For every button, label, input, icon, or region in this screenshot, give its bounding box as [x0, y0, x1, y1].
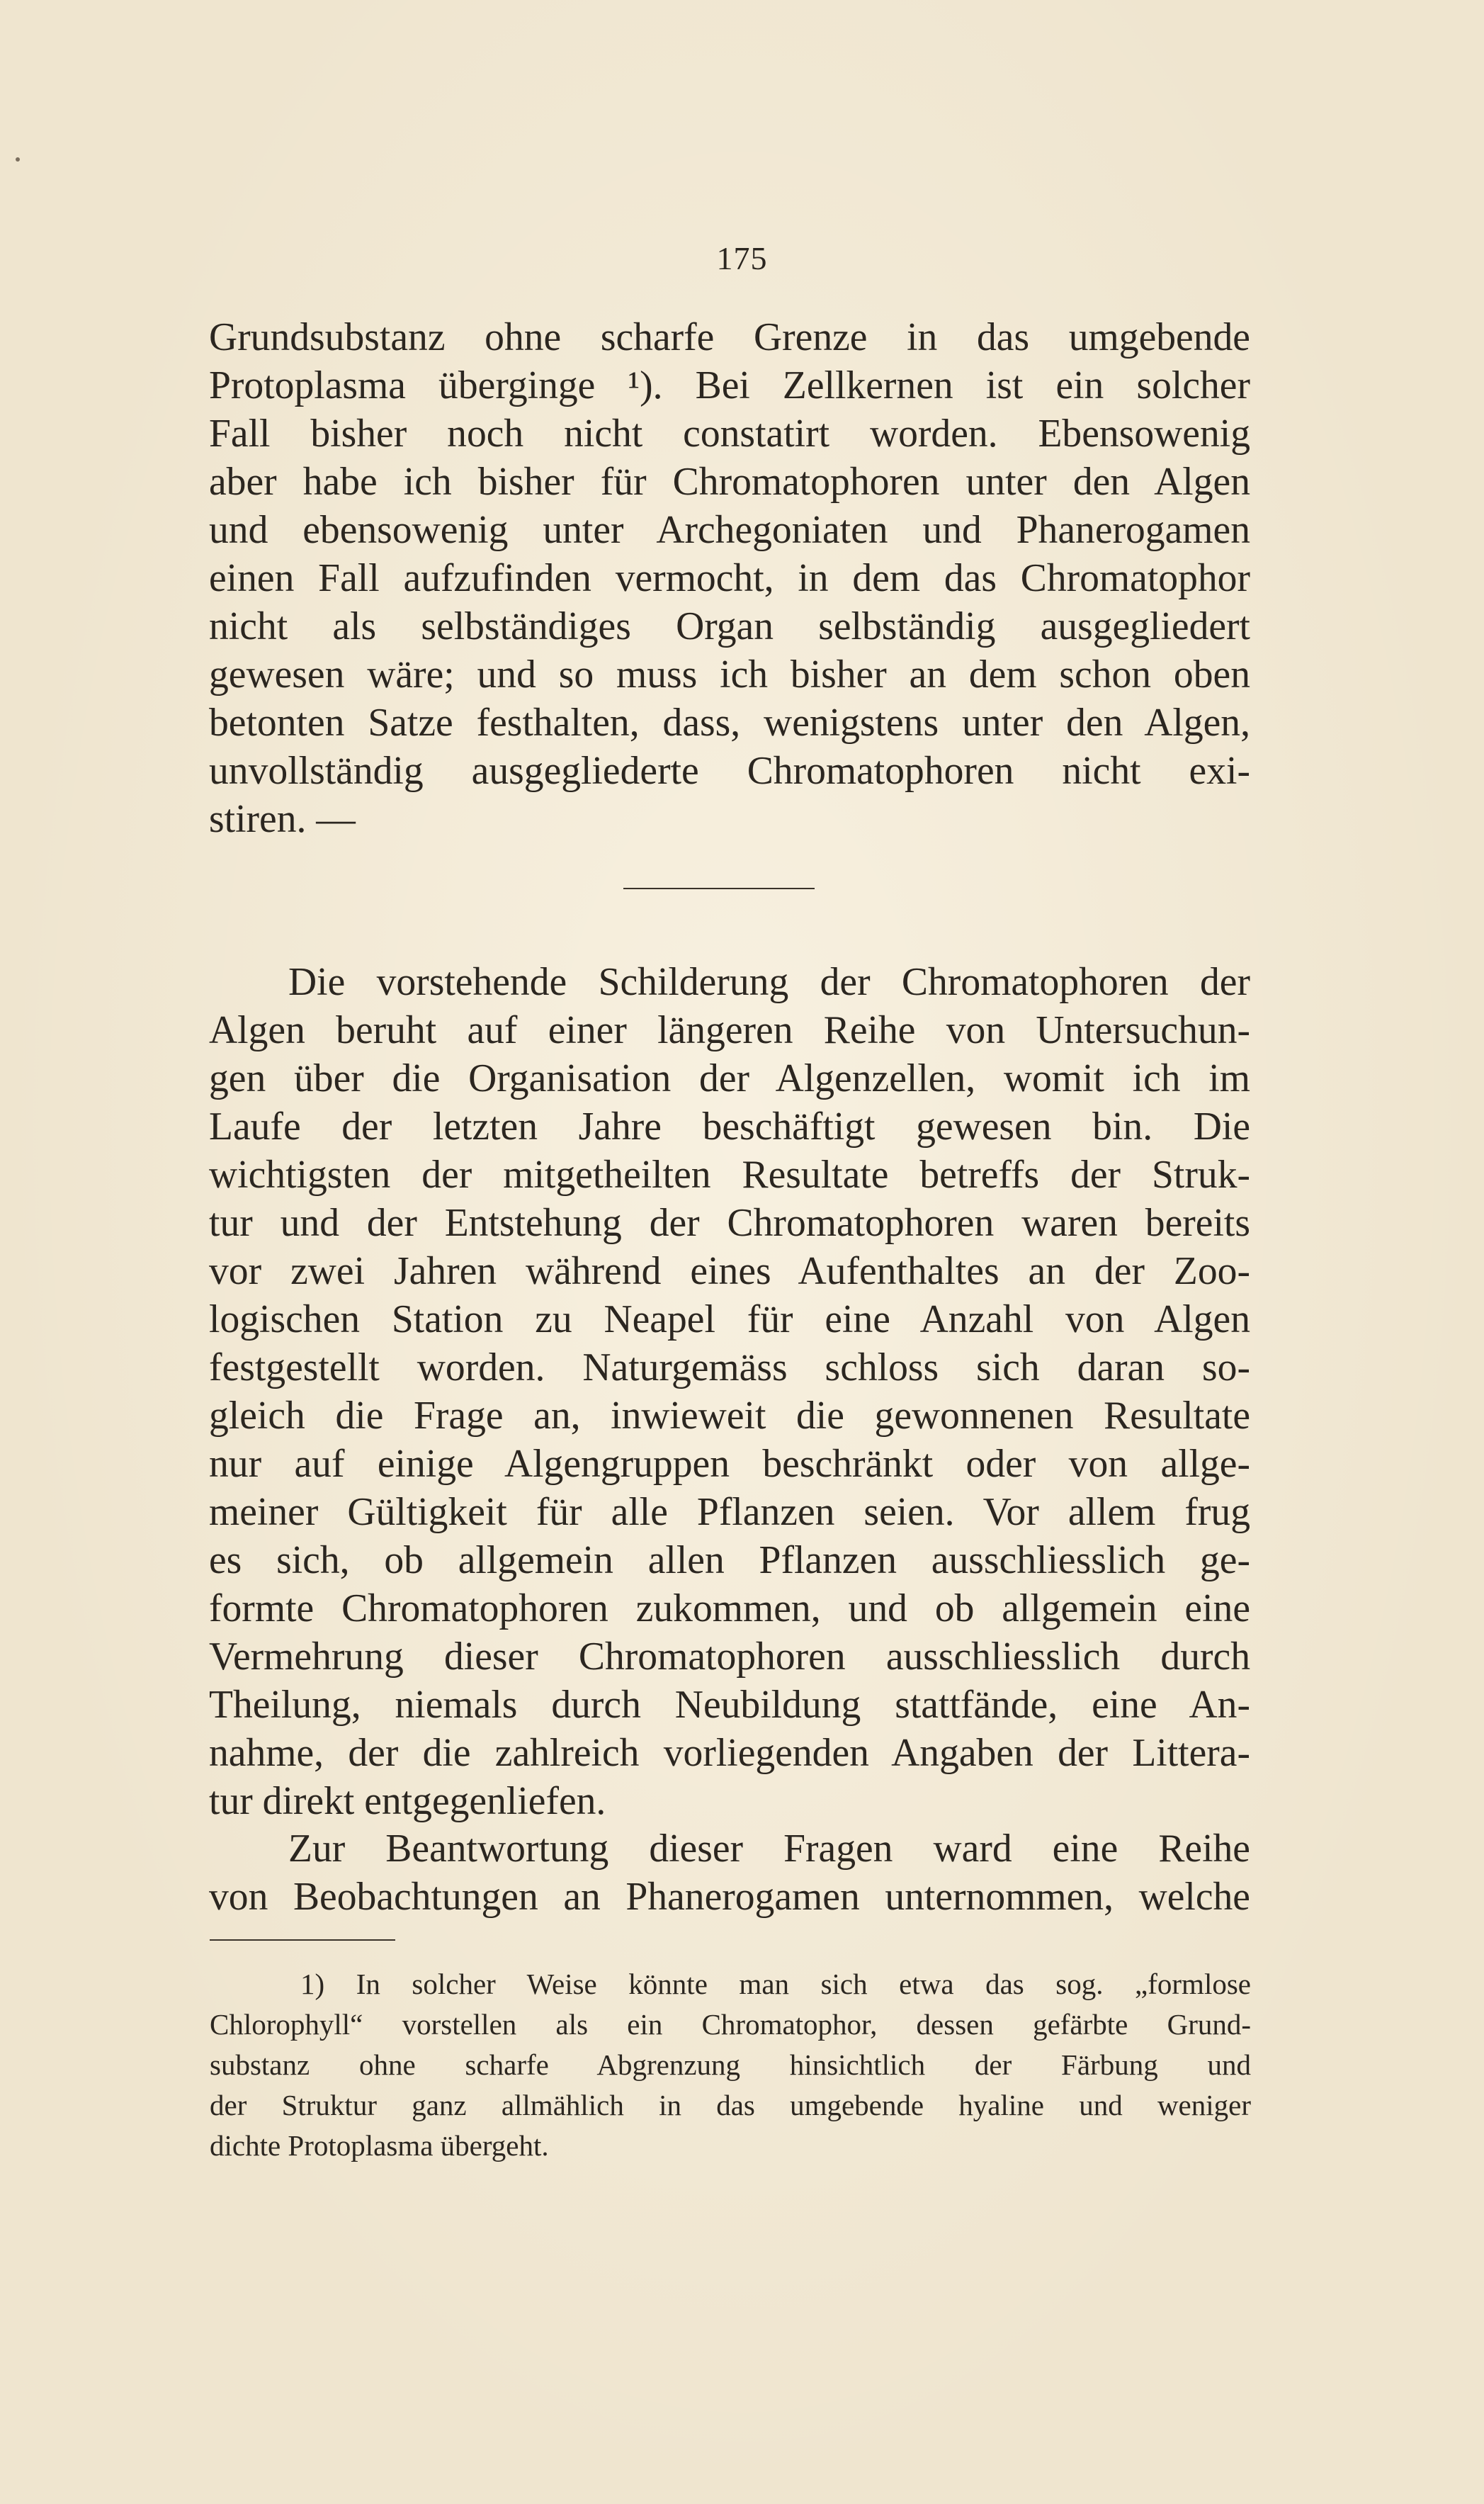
footnote-divider [210, 1939, 395, 1941]
text-line: Algen beruht auf einer längeren Reihe von Untersuchun- [209, 1008, 1250, 1052]
text-line: Laufe der letzten Jahre beschäftigt gewesen bin. Die [209, 1105, 1250, 1149]
text-line: nicht als selbständiges Organ selbständig ausgegliedert [209, 604, 1250, 648]
footnote-line: substanz ohne scharfe Abgrenzung hinsichtlich der Färbung und [210, 2048, 1251, 2081]
text-line: meiner Gültigkeit für alle Pflanzen seien. Vor allem frug [209, 1490, 1250, 1534]
text-line: Grundsubstanz ohne scharfe Grenze in das umgebende [209, 315, 1250, 359]
text-line: nahme, der die zahlreich vorliegenden Angaben der Littera- [209, 1731, 1250, 1775]
text-line: Fall bisher noch nicht constatirt worden. Ebensowenig [209, 412, 1250, 456]
paragraph-next [209, 1825, 1250, 1921]
paragraph-continuation [209, 313, 1250, 843]
text-line: Zur Beantwortung dieser Fragen ward eine Reihe [288, 1827, 1250, 1871]
text-line: vor zwei Jahren während eines Aufenthaltes an der Zoo- [209, 1249, 1250, 1293]
text-line: einen Fall aufzufinden vermocht, in dem das Chromatophor [209, 556, 1250, 600]
text-line: von Beobachtungen an Phanerogamen unternommen, welche [209, 1875, 1250, 1919]
text-line: Die vorstehende Schilderung der Chromatophoren der [288, 960, 1250, 1004]
footnote-line: Chlorophyll“ vorstellen als ein Chromatophor, dessen gefärbte Grund- [210, 2008, 1251, 2041]
text-line: unvollständig ausgegliederte Chromatophoren nicht exi- [209, 749, 1250, 793]
text-line: tur und der Entstehung der Chromatophoren waren bereits [209, 1201, 1250, 1245]
paper-speck [16, 157, 20, 162]
text-line: festgestellt worden. Naturgemäss schloss sich daran so- [209, 1346, 1250, 1389]
text-line: es sich, ob allgemein allen Pflanzen ausschliesslich ge- [209, 1538, 1250, 1582]
text-line: logischen Station zu Neapel für eine Anzahl von Algen [209, 1297, 1250, 1341]
text-line: gleich die Frage an, inwieweit die gewonnenen Resultate [209, 1394, 1250, 1438]
section-divider [623, 888, 815, 889]
page-number: 175 [716, 240, 768, 276]
text-line: und ebensowenig unter Archegoniaten und Phanerogamen [209, 508, 1250, 552]
text-line: formte Chromatophoren zukommen, und ob allgemein eine [209, 1586, 1250, 1630]
text-line: gen über die Organisation der Algenzellen, womit ich im [209, 1056, 1250, 1100]
footnote-line: 1) In solcher Weise könnte man sich etwa das sog. „formlose [300, 1968, 1251, 2000]
text-line: stiren. — [209, 797, 356, 841]
text-line: aber habe ich bisher für Chromatophoren unter den Algen [209, 460, 1250, 504]
text-line: Theilung, niemals durch Neubildung stattfände, eine An- [209, 1683, 1250, 1727]
footnote [210, 1964, 1251, 2166]
text-line: Protoplasma überginge ¹). Bei Zellkernen ist ein solcher [209, 363, 1250, 407]
text-line: betonten Satze festhalten, dass, wenigstens unter den Algen, [209, 701, 1250, 745]
footnote-line: der Struktur ganz allmählich in das umgebende hyaline und weniger [210, 2089, 1251, 2121]
text-line: wichtigsten der mitgetheilten Resultate betreffs der Struk- [209, 1153, 1250, 1197]
text-line: Vermehrung dieser Chromatophoren ausschliesslich durch [209, 1635, 1250, 1679]
text-line: tur direkt entgegenliefen. [209, 1779, 606, 1823]
text-line: gewesen wäre; und so muss ich bisher an dem schon oben [209, 653, 1250, 697]
paragraph-main [209, 958, 1250, 1825]
footnote-line: dichte Protoplasma übergeht. [210, 2129, 549, 2162]
text-line: nur auf einige Algengruppen beschränkt oder von allge- [209, 1442, 1250, 1486]
